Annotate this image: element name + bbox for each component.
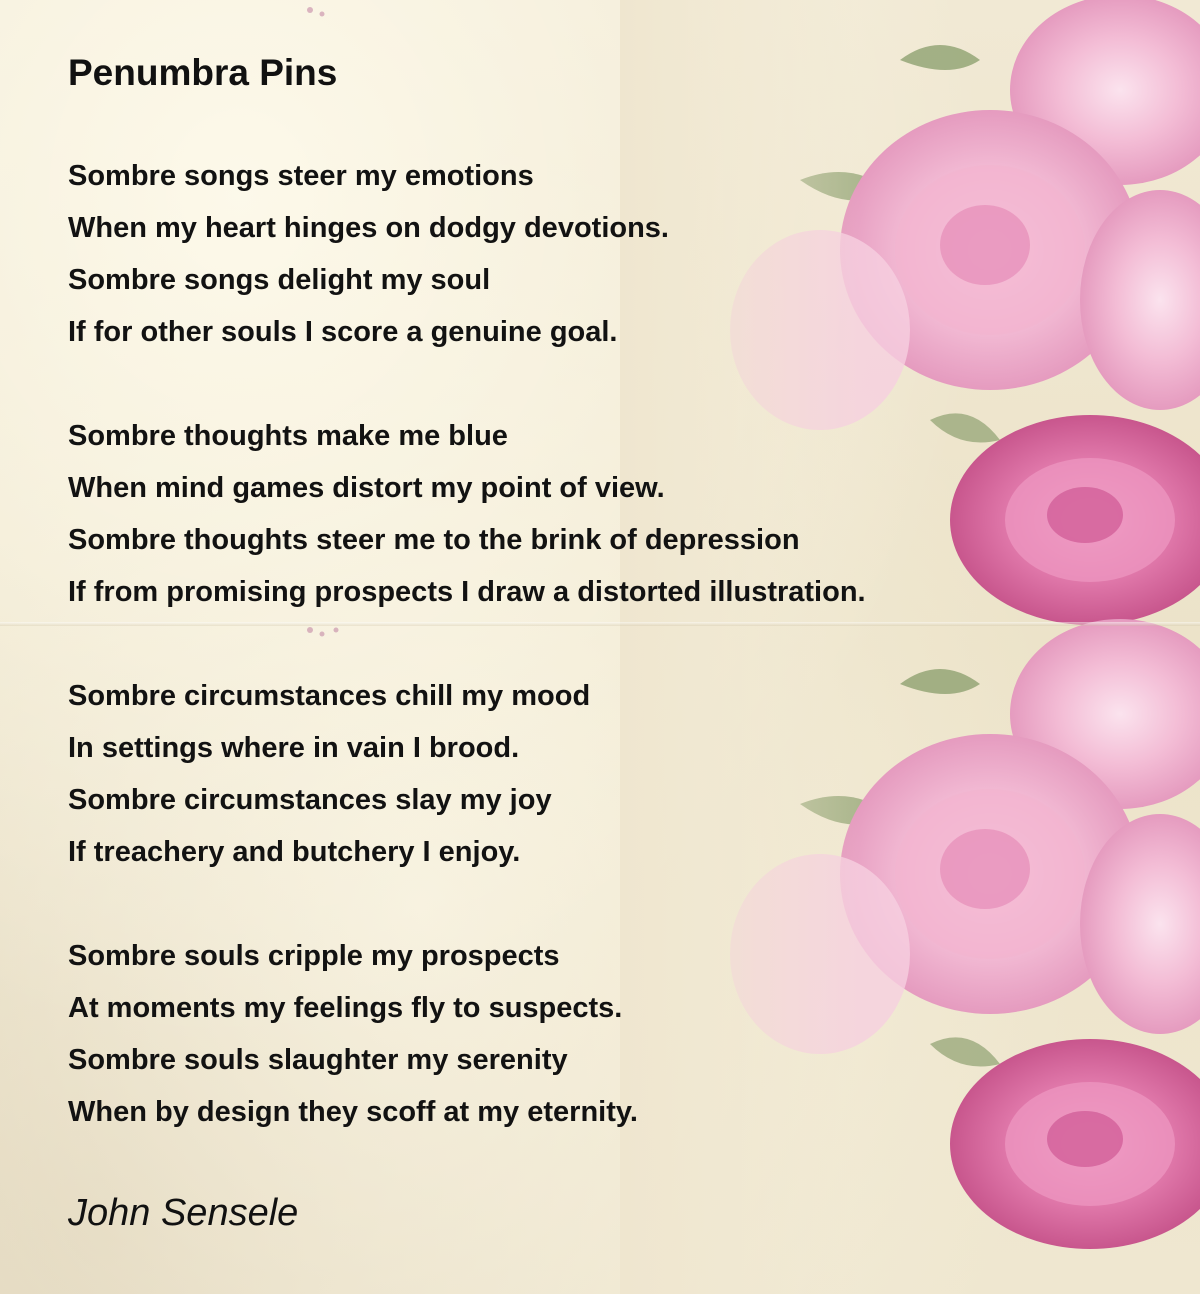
poem-line: Sombre circumstances chill my mood	[68, 680, 591, 712]
poem-line: Sombre thoughts steer me to the brink of depression	[68, 524, 800, 556]
poem-line: If treachery and butchery I enjoy.	[68, 836, 521, 868]
stanza-4	[68, 930, 1028, 1138]
poem-line: Sombre thoughts make me blue	[68, 420, 508, 452]
poem-line: In settings where in vain I brood.	[68, 732, 520, 764]
poem-line: If from promising prospects I draw a distorted illustration.	[68, 576, 866, 608]
poem-line: Sombre souls slaughter my serenity	[68, 1044, 568, 1076]
poem-line: At moments my feelings fly to suspects.	[68, 992, 623, 1024]
poem-line: When my heart hinges on dodgy devotions.	[68, 212, 669, 244]
poem-body	[68, 150, 1028, 1190]
stanza-1	[68, 150, 1028, 358]
stanza-3	[68, 670, 1028, 878]
poem-line: Sombre songs delight my soul	[68, 264, 491, 296]
poem-line: When by design they scoff at my eternity.	[68, 1096, 638, 1128]
poem-line: Sombre circumstances slay my joy	[68, 784, 552, 816]
poem-title: Penumbra Pins	[68, 52, 338, 93]
poem-author: John Sensele	[68, 1192, 299, 1234]
stanza-2	[68, 410, 1028, 618]
poem-line: Sombre songs steer my emotions	[68, 160, 534, 192]
poem-line: If for other souls I score a genuine goal.	[68, 316, 618, 348]
poem-line: When mind games distort my point of view.	[68, 472, 665, 504]
poem-line: Sombre souls cripple my prospects	[68, 940, 560, 972]
